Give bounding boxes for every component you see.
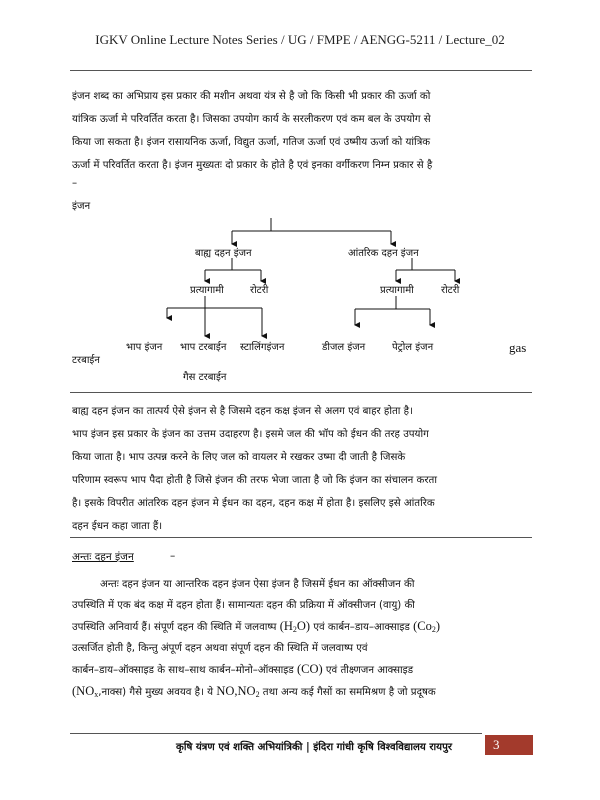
- intro-line-1: इंजन शब्द का अभिप्राय इस प्रकार की मशीन अथवा यंत्र से है जो कि किसी भी प्रकार की ऊर्जा को: [72, 91, 431, 102]
- diagram-connectors: [167, 218, 455, 336]
- intro-line-5: –: [72, 178, 78, 189]
- footer-divider: [70, 733, 482, 734]
- external-para-line-5: है। इसके विपरीत आंतरिक दहन इंजन मे ईधन का दहन, दहन कक्ष में होता है। इसलिए इसे आंतरिक: [72, 498, 435, 509]
- h2o-formula: $(H_2O)$: [279, 619, 311, 634]
- int-rotary-label: रोटरी: [441, 285, 460, 296]
- co-formula: (CO): [296, 662, 323, 676]
- external-combustion-label: बाह्य दहन इंजन: [195, 248, 252, 259]
- diesel-engine-label: डीजल इंजन: [322, 342, 366, 353]
- steam-turbine-label: भाप टरबाईन: [180, 342, 227, 353]
- ic-line-5: कार्बन–डाय–ऑक्साइड के साथ–साथ कार्बन–मोनो–ऑक्साइड (CO) एवं तीक्ष्णजन आक्साइड: [72, 662, 414, 676]
- running-header: IGKV Online Lecture Notes Series / UG / FMPE / AENGG-5211 / Lecture_02: [95, 32, 505, 47]
- ext-reciprocating-label: प्रत्यागामी: [190, 285, 224, 296]
- intro-line-4: ऊर्जा में परिवर्तित करता है। इंजन मुख्यतः दो प्रकार के होते है एवं इनका वर्गीकरण निम्न प्रकार से है: [72, 160, 433, 171]
- section-heading-dash: –: [170, 550, 176, 562]
- steam-engine-label: भाप इंजन: [126, 342, 163, 353]
- co2-formula: $(Co_2)$: [413, 619, 441, 634]
- external-para-line-3: किया जाता है। भाप उत्पन्न करने के लिए जल को वायलर मे रखकर उष्मा दी जाती है जिसके: [72, 452, 406, 463]
- engine-label: इंजन: [72, 201, 91, 212]
- internal-combustion-label: आंतरिक दहन इंजन: [348, 248, 419, 259]
- external-para-line-6: दहन ईधन कहा जाता हैं।: [72, 521, 163, 532]
- intro-line-2: यांत्रिक ऊर्जा मे परिवर्तित करता है। जिसका उपयोग कार्य के सरलीकरण एवं कम बल के उपयोग से: [72, 114, 431, 125]
- int-reciprocating-label: प्रत्यागामी: [380, 285, 414, 296]
- page-number-badge: [485, 735, 533, 755]
- intro-line-3: किया जा सकता है। इंजन रासायनिक ऊर्जा, विद्युत ऊर्जा, गतिज ऊर्जा एवं उष्मीय ऊर्जा को यांत्रिक: [72, 137, 431, 148]
- engine-classification-diagram: [0, 218, 600, 388]
- nox-formula: ($NO_x$: [72, 684, 99, 699]
- ic-line-3: उपस्थिति अनिवार्य हैं। संपूर्ण दहन की स्थिति में जलवाष्प $(H_2O)$ एवं कार्बन–डाय–आक्साइड $(Co_2)$: [72, 619, 441, 634]
- gas-turbine-label: गैस टरबाईन: [183, 372, 227, 383]
- turbine-label: टरबाईन: [72, 355, 100, 366]
- ic-line-4: उत्सर्जित होती है, किन्तु अंपूर्ण दहन अथवा संपूर्ण दहन की स्थिति में जलवाष्प एवं: [72, 643, 368, 654]
- diagram-divider: [70, 392, 532, 393]
- ic-line-1: अन्तः दहन इंजन या आन्तरिक दहन इंजन ऐसा इंजन है जिसमें ईधन का ऑक्सीजन की: [100, 579, 415, 590]
- gas-label: gas: [509, 340, 527, 355]
- ic-line-2: उपस्थिति में एक बंद कक्ष में दहन होता हैं। सामान्यतः दहन की प्रक्रिया में ऑक्सीजन (वायु) की: [72, 600, 415, 611]
- header-divider: [70, 70, 532, 71]
- petrol-engine-label: पेट्रोल इंजन: [392, 342, 434, 353]
- ext-rotary-label: रोटरी: [250, 285, 269, 296]
- section-heading: अन्तः दहन इंजन: [72, 551, 134, 563]
- page-number: 3: [493, 737, 500, 752]
- section-divider: [70, 537, 532, 538]
- ic-line-6: $(NO_x,नाक्स)$ गैसे मुख्य अवयव है। ये $NO,NO_2$ तथा अन्य कई गैसों का सममिश्रण है जो प्रदूषक: [72, 684, 436, 699]
- stirling-engine-label: स्टालिंगइंजन: [240, 342, 285, 353]
- no-no2-formula: $NO,NO_2$: [216, 684, 260, 699]
- external-para-line-4: परिणाम स्वरूप भाप पैदा होती है जिसे इंजन की तरफ भेजा जाता है जो कि इंजन का संचालन करता: [72, 475, 437, 486]
- footer-text: कृषि यंत्रण एवं शक्ति अभियांत्रिकी | इंदिरा गांधी कृषि विश्वविद्यालय रायपुर: [176, 742, 453, 753]
- external-para-line-2: भाप इंजन इस प्रकार के इंजन का उत्तम उदाहरण है। इसमे जल की भॉप को ईधन की तरह उपयोग: [72, 429, 429, 440]
- external-para-line-1: बाह्य दहन इंजन का तात्पर्य ऐसे इंजन से है जिसमे दहन कक्ष इंजन से अलग एवं बाहर होता है।: [72, 406, 413, 417]
